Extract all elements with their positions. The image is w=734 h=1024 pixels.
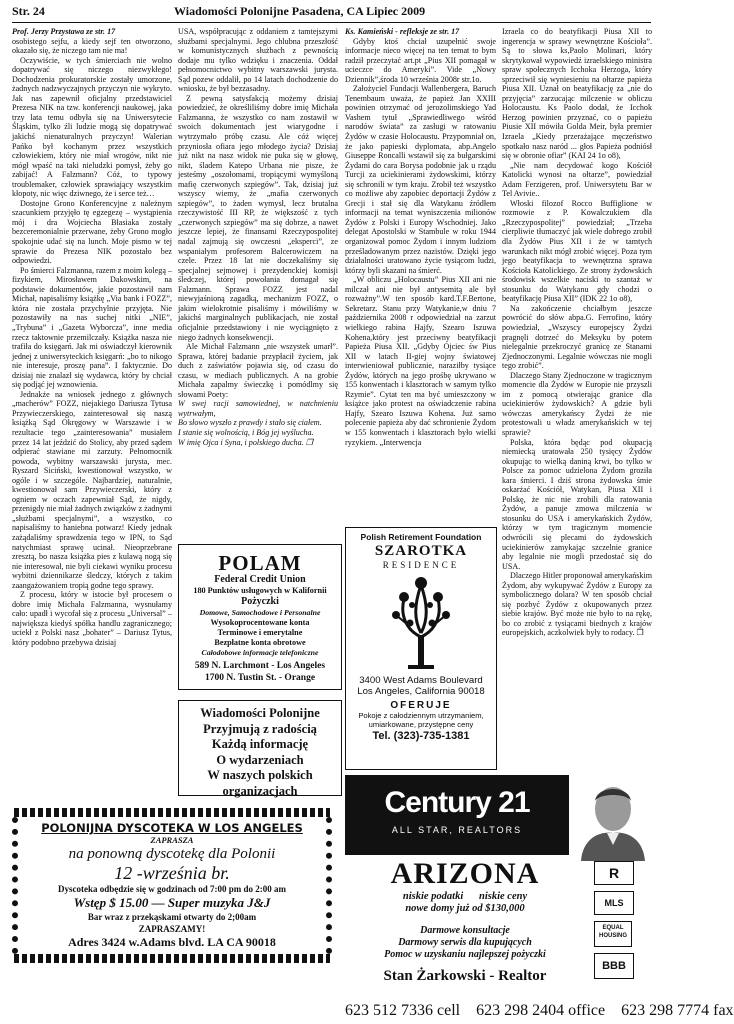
realtor-taxes: niskie podatki niskie ceny — [402, 891, 528, 902]
szarotka-desc-1: Pokoje z całodziennym utrzymaniem, — [358, 711, 484, 720]
polam-branches: 180 Punktów usługowych w Kalifornii — [193, 586, 327, 595]
paragraph: Z procesu, który w istocie był procesem o dobre imię Michała Falzmanna, wysnułamy cało: upadł i wycofał się z procesu „Universal” – największa kiedyś spółka handlu zagranicznego; uciekł z Polski nasz „bohater” – Dariusz Tytus, który podobno przebywa dzisiaj — [12, 590, 172, 647]
realtor-service-1: Darmowe konsultacje — [420, 925, 510, 936]
arizona-title: ARIZONA — [390, 857, 540, 890]
century21-logo: Century 21 — [384, 786, 530, 819]
szarotka-address-1: 3400 West Adams Boulevard — [359, 675, 483, 686]
paragraph: Z pewną satysfakcją możemy dzisiaj powiedzieć, że określiliśmy dobre imię Michała Falzmanna, że wszystko co nam zostawił w swoich dokumentach jest wiarygodne i wytrzymało próbę czasu. Ale cóż więcej przyniosła ofiara jego młodego życia? Dzisiaj już nikt na nasz widok nie puka się w głowę, nikt, śladem Katepo Urbana nie pisze, że jesteśmy „oszołomami, tropiącymi wymyśloną mafię czerwonych szpiegów”. Tak, dzisiaj już wszyscy wiemy, że „mafia czerwonych szpiegów”, to żaden wymysł, lecz brutalna rzeczywistość III RP, że większość z tych „czerwonych szpiegów” ma się dobrze, a nawet jeszcze lepiej, że finansami Rzeczypospolitej nadal zajmują się owczesni „eksperci”, ze wspaniałym profesorem Balcerowiczem na czele. Przez 18 lat nie doczekaliśmy się specjalnej sejmowej i prezydenckiej komisji śledczej, której powołania domagał się Falzmann. Sprawa FOZZ jest nadal niewyjaśnioną zagadką, mechanizm FOZZ, o jakim wielokrotnie pisaliśmy i mówiliśmy w jakichś marginalnych publikacjach, nie został oficjalnie przedstawiony i nie wyciągnięto z niego żadnych konsekwencji. — [178, 93, 338, 342]
article-column-3 — [345, 27, 496, 517]
polam-name: POLAM — [218, 551, 302, 575]
realtor-phones: 623 512 7336 cell 623 298 2404 office 623 298 7774 fax — [345, 1002, 734, 1019]
mls-logo: MLS — [594, 891, 634, 915]
realtor-price: nowe domy już od $130,000 — [405, 903, 525, 914]
notice-line: Przyjmują z radością — [203, 721, 317, 736]
equal-housing-logo: EQUAL HOUSING — [594, 921, 632, 947]
realtor-name: Stan Żarkowski - Realtor — [383, 967, 547, 984]
paragraph: Bo słowo wyszło z prawdy i stało się ciałem. — [178, 418, 322, 428]
paragraph: W imię Ojca i Syna, i polskiego ducha. ❐ — [178, 437, 313, 447]
paragraph: Oczywiście, w tych śmierciach nie wolno dopatrywać się niczego niezwykłego! Dochodzenia prokuratorskie zostały umorzone, żadnych nadzwyczajnych przyczyn nie wykryto. Jak nas zapewnił oficjalny przedstawiciel Prezesa NIK na tzw. konferencji naukowej, jaka trzy lata temu odbyła się na Uniwersytecie Śląskim, tylko źli ludzie mogą się dopatrywać jakichś nienaturalnych przyczyn! Walerian Pańko był kochanym przez wszystkich człowiekiem, który nie miał wrogów, nikt nie mógł wpaść na taki nieludzki pomysł, żeby go zabijać! A Falzmann? Cóż, to typowy troublemaker, człowiek sprawiający wszystkim kłopoty, nic więc dziwnego, że i serce też… — [12, 55, 172, 199]
paragraph: USA, współpracując z oddaniem z tamtejszymi służbami specjalnymi. Jego chlubna przeszłość w komunistycznych służbach z pewnością dodaje mu tylko wdzięku i znaczenia. Oddał pełnomocnictwo wybitny warszawski jurysta. Sąd pozew oddalił, po 14 latach dochodzenie do wniosku, że był bezzasadny. — [178, 27, 338, 94]
article-column-4 — [502, 27, 652, 750]
paragraph: W swej racji samowiednej, w natchnieniu wytrwałym, — [178, 399, 338, 418]
paragraph: Dostojne Grono Konferencyjne z należnym szacunkiem przyjęło tę egzegezę – wystąpienia mój i dra Wojciecha Błasiaka zostały bezceremonialnie przerwane, żeby Grono mogło spokojnie udać się na lunch. Moje pismo w tej sprawie do Prezesa NIK pozostało bez odpowiedzi. — [12, 198, 172, 266]
paragraph: Jednakże na wniosek jednego z głównych „macherów” FOZZ, niejakiego Dariusza Tytusa Przywieczerskiego, zainteresował się naszą książką Sąd Okręgowy w Warszawie i w rezultacie tego „zainteresowania” musiałem przez 14 lat jeździć do Stolicy, aby przed sądem odpierać stawiane mi zarzuty. Pełnomocnik powoda, wybitny warszawski jurysta, mec. Ryszard Siciński, kwestionował wszystko, w ogóle i w szczególe. Najbardziej, naturalnie, kwestionował sam Przywieczerski, który z ogniem w oczach zapewniał Sąd, że nigdy, przenigdy nie miał żadnych związków z żadnymi „służbami specjalnymi”, a wszystko, co napisaliśmy to haniebna potwarz! Kiedy jednak zażądaliśmy sprawdzenia tego w IPN, to Sąd natychmiast sprawę ucinał. Nieoprzebrane zresztą, bo nasza książka pies z kulawą nogą się nie interesował, nie byli ciekawi wyniku procesu wybitni dziennikarze śledczy, których z takim zaangażowaniem tropią godne tego sprawy. — [12, 389, 173, 590]
polam-ad — [178, 544, 342, 690]
disco-hours: Dyscoteka odbędzie się w godzinach od 7:00 pm do 2:00 am — [57, 884, 286, 894]
disco-invite-2: ZAPRASZAMY! — [138, 924, 206, 934]
realtor-ad — [345, 775, 734, 1022]
polam-loans: Pożyczki — [241, 596, 279, 607]
header-rule — [12, 22, 651, 23]
realtor-logo: R — [594, 861, 634, 885]
foundation-name: Polish Retirement Foundation — [360, 532, 482, 542]
polam-address-2: 1700 N. Tustin St. - Orange — [204, 673, 316, 683]
szarotka-offers: OFERUJE — [390, 700, 452, 711]
paragraph: „Nie nam decydować kogo Kościół Katolicki wynosi na ołtarze”, powiedział Adam Ferzigeren, prof. Uniwersytetu Bar w Tel Avivie.. — [502, 160, 652, 199]
paragraph: Gdyby ktoś chciał uzupełnić swoje informacje nieco więcej na ten temat to bym radził przeczytać art.pt „Pius XII pomagał w ucieczce do Ameryki”. Vide „Nowy Dziennik”,środa 10 września 2008r str.1o. — [345, 36, 496, 84]
article-column-2 — [178, 27, 338, 540]
szarotka-desc-2: umiarkowane, przystępne ceny — [368, 720, 474, 729]
paragraph: Dlaczego Hitler proponował amerykańskim Żydom, aby wykupywać Żydów z Europy za symbolicznego dolara? W ten sposób chciał się pozbyć Żydów z okupowanych przez siebie krajów. Być może nie było to na rękę, bo co zrobić z tysiącami biednych z krajów europejskich, aczkolwiek były to rodacy. ❐ — [502, 571, 652, 638]
paragraph: Po śmierci Falzmanna, razem z moim kolegą – fizykiem, Mirosławem Dakowskim, na podstawie dokumentów, jakie pozostawił nam Michał, napisaliśmy książkę „Via bank i FOZZ”, która nie została przychylnie przyjęta. Nie pozostawiły na nas suchej nitki „NIE”, „Trybuna” i „Gazeta Wyborcza”, inne media rzecz taktownie przemilczały. Książka nasza nie trafiła do księgarń. Jak mi oświadczył kierownik jednej z uniwersyteckich księgarń: „bo to nikogo nie interesuje, proszę pana”. I faktycznie. Do dzisiaj nie znalazł się wydawca, który by chciał się podjąć jej wznowienia. — [12, 265, 172, 390]
disco-title: POLONIJNA DYSCOTEKA W LOS ANGELES — [41, 821, 303, 835]
disco-subtitle: na ponowną dyscotekę dla Polonii — [68, 846, 276, 862]
disco-bar: Bar wraz z przekąskami otwarty do 2;00am — [87, 912, 257, 922]
disco-address: Adres 3424 w.Adams blvd. LA CA 90018 — [68, 935, 276, 949]
polam-free-accounts: Bezpłatne konta obrotowe — [214, 637, 306, 647]
paragraph: I stanie się wolnością, i Bóg jej wyślucha. — [178, 427, 314, 437]
paragraph: Włoski filozof Rocco Buffiglione w rozmowie z P. Kowalczukiem dla „Rzeczypospolitej” powiedział; „Trzeba cierpliwie tłumaczyć jak wiele dobrego zrobił dla Żydów Pius XII i że w tamtych warunkach nikt mógł zrobić więcej. Poza tym jego beatyfikacja to wewnętrzna sprawa Kościoła Katolickiego. Ze strony żydowskich środowisk wszelkie naciski to szantaż w stosunku do Watykanu gdy chodzi o beatyfikację Piusa XII” (IDK 22 1o o8), — [502, 198, 652, 304]
newspaper-title: Wiadomości Polonijne Pasadena, CA Lipiec 2009 — [174, 4, 426, 18]
paragraph: osobistego sejfu, a kiedy sejf ten otworzono, okazało się, że niczego tam nie ma! — [12, 36, 172, 56]
notice-line: Wiadomości Polonijne — [200, 706, 320, 720]
residence-label: RESIDENCE — [382, 560, 460, 570]
bbb-logo: BBB — [594, 953, 634, 979]
paragraph: „W obliczu „Holocaustu” Pius XII ani nie milczał ani nie był antysemitą ale był rozważny”.W ten sposób kard.T.F.Bertone, Sekretarz. Stanu przy Watykanie,w dniu 7 października 2008 r odpowiedział na zarzut wielkiego rabina Hajfy, Szearo Iszuwa Kohena,który jest przeciwny beatyfikacji Papieża Piusa XII. „Gdyby Ojciec św Pius XII w latach II-giej wojny światowej interwieniował publicznie, naraziłby tysiące Żydów, których na jego prośbę ukrywano w 155 konwentach i klasztorach w samym tylko Rzymie”. Cytat ten ma być umieszczony w książce jako protest na oświadczenie rabina Hajfy, Szearo Iszuwa Kohena. Już samo polecenie papieża aby dać schronienie Żydom w 155 konwentach i klasztorach było wielki ryzykiem. „Interwencja — [345, 275, 496, 447]
decorative-border-top — [14, 808, 330, 817]
article-column-1 — [12, 27, 172, 794]
newsletter-notice — [178, 700, 342, 796]
disco-date: 12 -września br. — [114, 863, 230, 883]
paragraph: Dlaczego Stany Zjednoczone w tragicznym momencie dla Żydów w Europie nie przyszli im z pomocą otwierając granice dla uciekinierów żydowskich? A gdzie byli wówczas amerykańscy Żydzi że nie protestowali u władz amerykańskich w tej sprawie? — [502, 370, 652, 437]
century21-banner — [345, 775, 569, 855]
paragraph: Na zakończenie chciałbym jeszcze powrócić do słów abpa.G. Ferrofino, który powiedział, „Wszyscy europejscy Żydzi pragnęli dotrzeć do Meksyku by potem nielegalnie przekroczyć granicę ze Stanami Zjednoczonymi. Legalnie wówczas nie mogli tego zrobić”. — [502, 303, 652, 371]
arizona-block — [345, 857, 585, 985]
paragraph: Założyciel Fundacji Wallenbergera, Baruch Tenembaum uważa, że papież Jan XXIII powinien otrzymać od jerozolimskiego Yad Vashem tytuł „Sprawiedliwego wśród narodów świata” za zasługi w ratowaniu Żydów w czasie Holocaustu. Przypomniał on, że jako papieski dyplomata, abp.Angelo Giuseppe Roncalli wstawił się za bułgarskimi Żydami do cara Borysa podobnie jak u rządu Turcji za uciekinierami żydowskimi, którzy się schronili w tym kraju. Zrobił też wszystko co możliwe aby zapobiec deportacji Żydów z Grecji i stał się dla Watykanu źródłem informacji na temat wyniszczenia milionów Żydów z Polski i Europy Wschodniej. Jako delegat Apostolski w Stambule w roku 1944 organizował pomoc Żydom i innym ludziom prześladowanym przez nazistów. Dzięki jego działalności uratowano życie tysiącom ludzi, którzy byli skazani na śmierć. — [345, 84, 496, 275]
notice-line: Każdą informację — [211, 737, 309, 751]
szarotka-address-2: Los Angeles, California 90018 — [357, 686, 485, 697]
paragraph: Ale Michał Falzmann „nie wszystek umarł”. Sprawa, której badanie przypłacił życiem, jak duch z zaświatów pojawia się, od czasu do czasu, w mediach publicznych. A na grobie Michała zapalmy świeczkę i pomódlmy się słowami Poety: — [178, 342, 338, 399]
polam-address-1: 589 N. Larchmont - Los Angeles — [194, 661, 326, 671]
szarotka-phone: Tel. (323)-735-1381 — [372, 730, 470, 742]
page-header — [12, 4, 651, 20]
residence-name: SZAROTKA — [374, 543, 468, 559]
discotheque-body — [12, 817, 332, 954]
decorative-border-bottom — [14, 954, 330, 963]
paragraph: Polska, która będąc pod okupacją niemiecką uratowała 250 tysięcy Żydów okupując to wielką daniną krwi, bo tylko w Polsce za pomoc udzielona Żydom groziła kara śmierci. I dziś strona żydowska śmie oskarżać Kościół, Watykan, Piusa XII i Polskę, że nic nie zrobili dla ratowania Żydów, a panuje zmowa milczenia w stosunku do USA i amerykańskich Żydów, którzy w tym tragicznym momencie odwrócili się plecami do żydowskich uciekinierów zamykając szczelnie granice aby legalnie nie mogli przedostać się do USA. — [502, 437, 652, 571]
realtor-portrait — [571, 775, 655, 861]
polam-accounts-2: Terminowe i emerytalne — [217, 627, 303, 637]
page-number: Str. 24 — [12, 4, 45, 18]
polam-loan-types: Domowe, Samochodowe i Personalne — [199, 608, 321, 617]
notice-line: O wydarzeniach — [216, 752, 304, 767]
century21-tagline: ALL STAR, REALTORS — [391, 825, 523, 835]
polam-phone-info: Całodobowe informacje telefoniczne — [201, 647, 319, 657]
realtor-service-2: Darmowy serwis dla kupujących — [398, 936, 532, 948]
realtor-service-3: Pomoc w uzyskaniu najlepszej pożyczki — [384, 948, 546, 960]
realtor-logos — [588, 861, 648, 985]
disco-entry: Wstęp $ 15.00 — Super muzyka J&J — [73, 895, 271, 910]
szarotka-ad — [345, 527, 497, 770]
polam-accounts: Wysokoprocentowane konta — [210, 617, 310, 627]
disco-invite: ZAPRASZA — [150, 835, 194, 845]
tree-of-life-icon — [386, 575, 456, 671]
paragraph: Izraela co do beatyfikacji Piusa XII to ingerencja w sprawy wewnętrzne Kościoła”. Są to słowa ks,Paolo Molinari, który skrytykował wypowiedź izraelskiego ministra spraw społecznych Icchoka Herzoga, który sprzeciwił się wyniesieniu na ołtarze papieża Piusa XII. Uznał on beatyfikację za „nie do przyjęcia” zarzucając milczenie w obliczu Holocaustu. Ks Paolo dodał, że Icchok Herzog powinien przyznać, co o papieżu Piusie XII mówiła Golda Meir, była premier Izraela „Kiedy przerażające męczeństwo spotkało nasz naród ... głos Papieża podniósł się w obronie ofiar” (KAI 24 1o o8), — [502, 27, 652, 161]
paragraph: Prof. Jerzy Przystawa ze str. 17 — [12, 27, 116, 36]
notice-line: W naszych polskich — [207, 768, 313, 782]
paragraph: Ks. Kamieński - refleksje ze str. 17 — [345, 27, 460, 36]
discotheque-ad — [12, 808, 332, 1018]
polam-subtitle: Federal Credit Union — [214, 574, 306, 585]
notice-line: organizacjach — [222, 783, 298, 798]
